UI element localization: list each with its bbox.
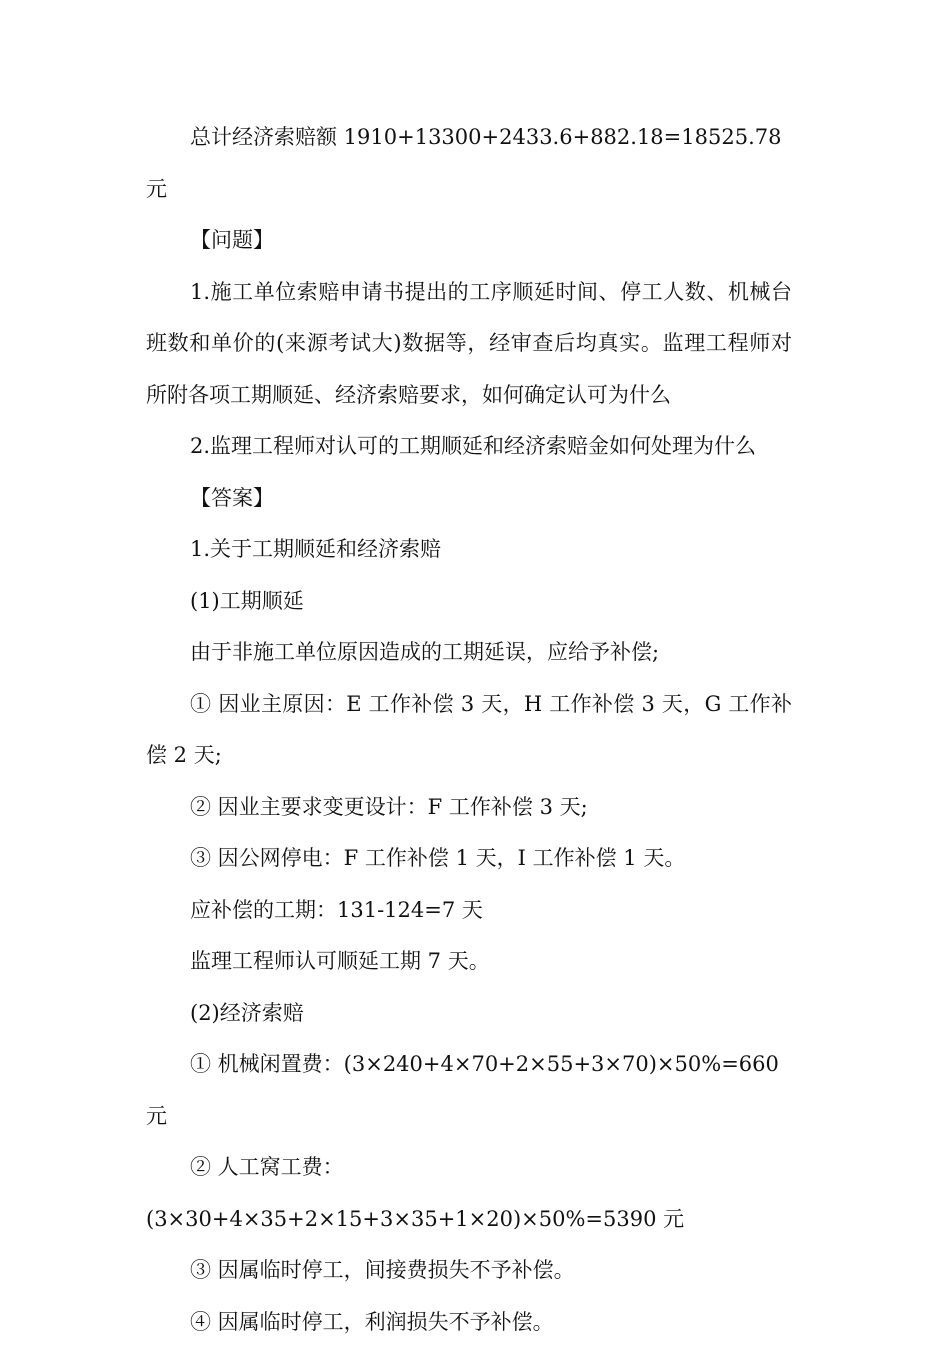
item-machine-idle-cost: ① 机械闲置费：(3×240+4×70+2×55+3×70)×50%=660 元: [146, 1039, 792, 1142]
approved-extension: 监理工程师认可顺延工期 7 天。: [146, 936, 792, 988]
total-claim-line: 总计经济索赔额 1910+13300+2433.6+882.18=18525.78 元: [146, 112, 792, 215]
item-owner-reason: ① 因业主原因：E 工作补偿 3 天，H 工作补偿 3 天，G 工作补偿 2 天;: [146, 679, 792, 782]
item-labor-idle-cost: ② 人工窝工费：(3×30+4×35+2×15+3×35+1×20)×50%=5390 元: [146, 1142, 792, 1245]
item-indirect-cost: ③ 因属临时停工，间接费损失不予补偿。: [146, 1245, 792, 1297]
subsection-schedule-extension: (1)工期顺延: [146, 576, 792, 628]
document-body: [146, 112, 792, 1348]
answer-heading: 【答案】: [146, 473, 792, 525]
compensated-duration: 应补偿的工期：131-124=7 天: [146, 885, 792, 937]
item-profit-loss: ④ 因属临时停工，利润损失不予补偿。: [146, 1297, 792, 1348]
question-heading: 【问题】: [146, 215, 792, 267]
item-design-change: ② 因业主要求变更设计：F 工作补偿 3 天;: [146, 782, 792, 834]
question-2: 2.监理工程师对认可的工期顺延和经济索赔金如何处理为什么: [146, 421, 792, 473]
item-power-outage: ③ 因公网停电：F 工作补偿 1 天，I 工作补偿 1 天。: [146, 833, 792, 885]
question-1: 1.施工单位索赔申请书提出的工序顺延时间、停工人数、机械台班数和单价的(来源考试大)数据等，经审查后均真实。监理工程师对所附各项工期顺延、经济索赔要求，如何确定认可为什么: [146, 267, 792, 422]
subsection-economic-claim: (2)经济索赔: [146, 988, 792, 1040]
answer-section-1: 1.关于工期顺延和经济索赔: [146, 524, 792, 576]
schedule-extension-reason: 由于非施工单位原因造成的工期延误，应给予补偿;: [146, 627, 792, 679]
